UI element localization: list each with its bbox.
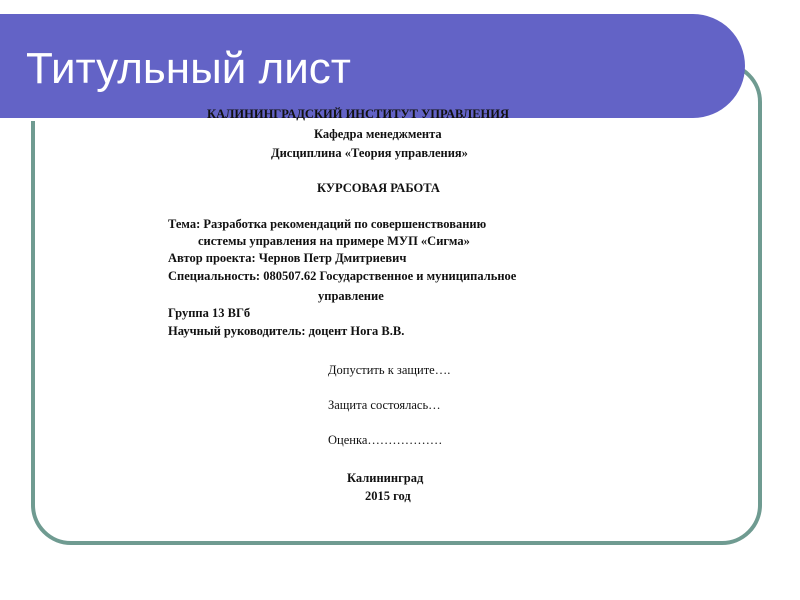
year: 2015 год (365, 489, 411, 503)
slide-title: Титульный лист (26, 44, 351, 93)
institute-name: КАЛИНИНГРАДСКИЙ ИНСТИТУТ УПРАВЛЕНИЯ (207, 107, 510, 121)
department: Кафедра менеджмента (314, 127, 442, 141)
topic-line-1: Тема: Разработка рекомендаций по совершенствованию (168, 217, 487, 231)
group: Группа 13 ВГб (168, 306, 251, 320)
topic-line-2: системы управления на примере МУП «Сигма» (198, 234, 470, 248)
specialty-line-2: управление (318, 289, 384, 303)
admit-line: Допустить к защите…. (328, 363, 451, 377)
supervisor: Научный руководитель: доцент Нога В.В. (168, 324, 405, 338)
author: Автор проекта: Чернов Петр Дмитриевич (168, 251, 407, 265)
city: Калининград (347, 471, 424, 485)
work-type: КУРСОВАЯ РАБОТА (317, 181, 440, 195)
specialty-line-1: Специальность: 080507.62 Государственное и муниципальное (168, 269, 517, 283)
grade-line: Оценка……………… (328, 433, 443, 447)
defense-line: Защита состоялась… (328, 398, 441, 412)
discipline: Дисциплина «Теория управления» (271, 146, 468, 160)
